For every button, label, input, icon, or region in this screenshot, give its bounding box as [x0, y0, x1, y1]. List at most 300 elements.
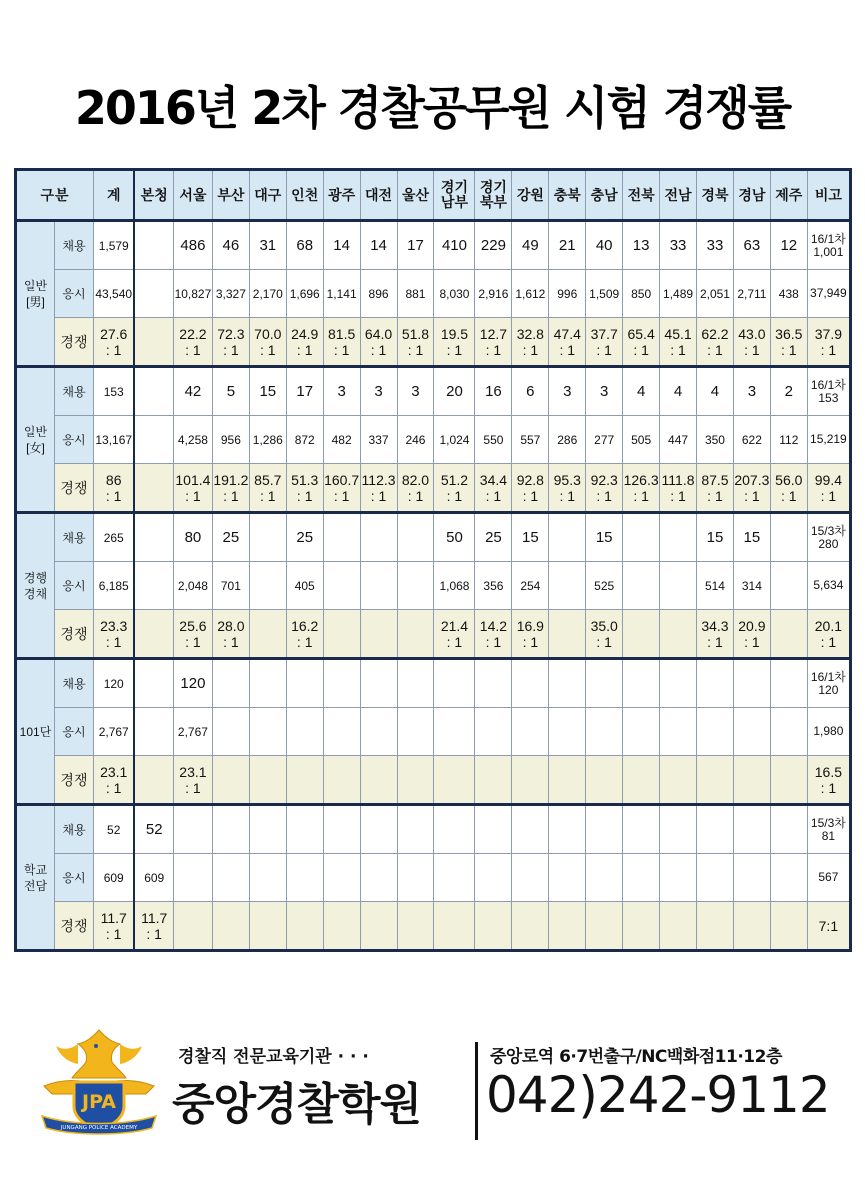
value-cell — [770, 610, 807, 659]
group-label: 경행 경채 — [16, 513, 55, 659]
value-cell: 956 — [212, 416, 249, 464]
value-cell: 101.4 : 1 — [173, 464, 212, 513]
row-label: 채용 — [54, 513, 93, 562]
value-cell — [697, 854, 734, 902]
group-label: 101단 — [16, 659, 55, 805]
value-cell: 191.2 : 1 — [212, 464, 249, 513]
value-cell — [697, 708, 734, 756]
value-cell: 550 — [475, 416, 512, 464]
total-cell: 6,185 — [93, 562, 134, 610]
value-cell — [733, 902, 770, 951]
value-cell: 14.2 : 1 — [475, 610, 512, 659]
note-cell: 37,949 — [807, 270, 850, 318]
value-cell — [586, 854, 623, 902]
value-cell — [323, 708, 360, 756]
competition-table — [14, 168, 852, 952]
value-cell: 31 — [249, 221, 286, 270]
value-cell: 701 — [212, 562, 249, 610]
value-cell: 56.0 : 1 — [770, 464, 807, 513]
value-cell: 25 — [212, 513, 249, 562]
value-cell: 1,141 — [323, 270, 360, 318]
page-title: 2016년 2차 경찰공무원 시험 경쟁률 — [74, 81, 791, 135]
total-cell: 153 — [93, 367, 134, 416]
value-cell — [323, 659, 360, 708]
value-cell: 557 — [512, 416, 549, 464]
value-cell — [586, 659, 623, 708]
value-cell — [249, 756, 286, 805]
value-cell — [623, 513, 660, 562]
value-cell: 52 — [134, 805, 173, 854]
value-cell — [134, 610, 173, 659]
value-cell — [586, 902, 623, 951]
column-header: 경북 — [697, 170, 734, 221]
value-cell — [475, 854, 512, 902]
value-cell — [770, 756, 807, 805]
value-cell — [549, 659, 586, 708]
note-cell: 15/3차 81 — [807, 805, 850, 854]
value-cell: 10,827 — [173, 270, 212, 318]
value-cell — [397, 854, 434, 902]
value-cell: 3 — [397, 367, 434, 416]
value-cell: 23.1 : 1 — [173, 756, 212, 805]
table-row — [16, 221, 851, 270]
value-cell — [249, 902, 286, 951]
value-cell — [212, 805, 249, 854]
value-cell: 229 — [475, 221, 512, 270]
value-cell: 20.9 : 1 — [733, 610, 770, 659]
value-cell: 11.7 : 1 — [134, 902, 173, 951]
footer — [0, 1020, 865, 1140]
column-header: 대전 — [360, 170, 397, 221]
group-label: 일반 [男] — [16, 221, 55, 367]
note-cell: 15/3차 280 — [807, 513, 850, 562]
value-cell: 350 — [697, 416, 734, 464]
table-row — [16, 318, 851, 367]
value-cell — [475, 756, 512, 805]
value-cell: 65.4 : 1 — [623, 318, 660, 367]
value-cell — [286, 708, 323, 756]
value-cell — [623, 708, 660, 756]
column-header: 부산 — [212, 170, 249, 221]
value-cell — [697, 756, 734, 805]
row-label: 응시 — [54, 854, 93, 902]
value-cell: 15 — [586, 513, 623, 562]
value-cell — [623, 854, 660, 902]
value-cell — [512, 756, 549, 805]
value-cell: 42 — [173, 367, 212, 416]
value-cell: 25 — [286, 513, 323, 562]
value-cell — [360, 610, 397, 659]
value-cell: 1,696 — [286, 270, 323, 318]
total-cell: 86 : 1 — [93, 464, 134, 513]
value-cell — [770, 513, 807, 562]
value-cell: 2,711 — [733, 270, 770, 318]
value-cell: 51.8 : 1 — [397, 318, 434, 367]
value-cell — [549, 513, 586, 562]
value-cell: 34.4 : 1 — [475, 464, 512, 513]
value-cell: 1,024 — [434, 416, 475, 464]
value-cell — [360, 708, 397, 756]
row-label: 채용 — [54, 805, 93, 854]
value-cell: 62.2 : 1 — [697, 318, 734, 367]
total-cell: 2,767 — [93, 708, 134, 756]
total-cell: 43,540 — [93, 270, 134, 318]
value-cell: 4 — [660, 367, 697, 416]
value-cell: 87.5 : 1 — [697, 464, 734, 513]
value-cell — [434, 902, 475, 951]
value-cell — [660, 708, 697, 756]
value-cell: 505 — [623, 416, 660, 464]
table-row — [16, 513, 851, 562]
row-label: 채용 — [54, 659, 93, 708]
note-cell: 37.9 : 1 — [807, 318, 850, 367]
value-cell: 2,048 — [173, 562, 212, 610]
note-cell: 567 — [807, 854, 850, 902]
value-cell: 21 — [549, 221, 586, 270]
value-cell: 3 — [323, 367, 360, 416]
value-cell: 126.3 : 1 — [623, 464, 660, 513]
value-cell: 14 — [360, 221, 397, 270]
column-header: 제주 — [770, 170, 807, 221]
value-cell — [134, 367, 173, 416]
value-cell — [733, 708, 770, 756]
total-cell: 120 — [93, 659, 134, 708]
value-cell: 112 — [770, 416, 807, 464]
value-cell — [397, 513, 434, 562]
value-cell — [770, 659, 807, 708]
value-cell — [134, 416, 173, 464]
value-cell: 1,489 — [660, 270, 697, 318]
value-cell — [549, 902, 586, 951]
value-cell — [697, 659, 734, 708]
value-cell — [397, 659, 434, 708]
value-cell: 37.7 : 1 — [586, 318, 623, 367]
value-cell — [660, 902, 697, 951]
value-cell: 482 — [323, 416, 360, 464]
value-cell — [586, 708, 623, 756]
value-cell: 16 — [475, 367, 512, 416]
value-cell — [770, 562, 807, 610]
value-cell — [249, 805, 286, 854]
value-cell — [549, 562, 586, 610]
value-cell — [212, 708, 249, 756]
value-cell — [173, 805, 212, 854]
column-header: 경기 남부 — [434, 170, 475, 221]
value-cell: 32.8 : 1 — [512, 318, 549, 367]
value-cell — [397, 610, 434, 659]
note-cell: 7:1 — [807, 902, 850, 951]
column-header: 계 — [93, 170, 134, 221]
value-cell — [697, 805, 734, 854]
column-header: 경남 — [733, 170, 770, 221]
value-cell: 36.5 : 1 — [770, 318, 807, 367]
value-cell: 15 — [733, 513, 770, 562]
total-cell: 11.7 : 1 — [93, 902, 134, 951]
value-cell — [323, 610, 360, 659]
value-cell — [660, 805, 697, 854]
value-cell — [360, 854, 397, 902]
value-cell: 92.3 : 1 — [586, 464, 623, 513]
value-cell: 447 — [660, 416, 697, 464]
value-cell — [249, 562, 286, 610]
value-cell: 34.3 : 1 — [697, 610, 734, 659]
phone-number: 042)242-9112 — [486, 1066, 830, 1124]
value-cell: 25 — [475, 513, 512, 562]
value-cell: 16.2 : 1 — [286, 610, 323, 659]
value-cell: 17 — [397, 221, 434, 270]
academy-logo — [34, 1028, 164, 1140]
value-cell — [173, 902, 212, 951]
value-cell — [475, 805, 512, 854]
value-cell — [660, 756, 697, 805]
value-cell: 95.3 : 1 — [549, 464, 586, 513]
table-row — [16, 562, 851, 610]
column-header: 광주 — [323, 170, 360, 221]
value-cell: 1,286 — [249, 416, 286, 464]
value-cell — [512, 805, 549, 854]
brand-name: 중앙경찰학원 — [172, 1079, 422, 1130]
row-label: 응시 — [54, 562, 93, 610]
row-label: 응시 — [54, 416, 93, 464]
value-cell — [360, 902, 397, 951]
footer-divider — [475, 1042, 478, 1140]
note-cell: 20.1 : 1 — [807, 610, 850, 659]
value-cell — [286, 659, 323, 708]
value-cell: 1,509 — [586, 270, 623, 318]
value-cell: 50 — [434, 513, 475, 562]
value-cell — [134, 318, 173, 367]
value-cell: 40 — [586, 221, 623, 270]
value-cell: 2,767 — [173, 708, 212, 756]
total-cell: 23.1 : 1 — [93, 756, 134, 805]
value-cell: 13 — [623, 221, 660, 270]
value-cell: 17 — [286, 367, 323, 416]
logo-text: JPA — [82, 1091, 116, 1113]
total-cell: 609 — [93, 854, 134, 902]
value-cell — [360, 756, 397, 805]
table-row — [16, 902, 851, 951]
note-cell: 16/1차 1,001 — [807, 221, 850, 270]
row-label: 경쟁 — [54, 902, 93, 951]
table-row — [16, 659, 851, 708]
value-cell: 4 — [623, 367, 660, 416]
value-cell — [733, 756, 770, 805]
value-cell — [212, 756, 249, 805]
value-cell — [770, 854, 807, 902]
note-cell: 16/1차 120 — [807, 659, 850, 708]
column-header: 전북 — [623, 170, 660, 221]
value-cell: 46 — [212, 221, 249, 270]
value-cell — [397, 708, 434, 756]
address: 중앙로역 6·7번출구/NC백화점11·12층 — [490, 1047, 782, 1067]
value-cell: 47.4 : 1 — [549, 318, 586, 367]
value-cell: 20 — [434, 367, 475, 416]
value-cell: 1,068 — [434, 562, 475, 610]
value-cell: 514 — [697, 562, 734, 610]
value-cell: 405 — [286, 562, 323, 610]
value-cell: 120 — [173, 659, 212, 708]
value-cell: 68 — [286, 221, 323, 270]
value-cell: 881 — [397, 270, 434, 318]
row-label: 경쟁 — [54, 610, 93, 659]
value-cell — [586, 805, 623, 854]
value-cell: 4 — [697, 367, 734, 416]
value-cell — [173, 854, 212, 902]
value-cell — [475, 708, 512, 756]
table-row — [16, 854, 851, 902]
note-cell: 16/1차 153 — [807, 367, 850, 416]
value-cell — [549, 756, 586, 805]
value-cell — [286, 902, 323, 951]
value-cell — [360, 659, 397, 708]
row-label: 경쟁 — [54, 318, 93, 367]
value-cell: 160.7 : 1 — [323, 464, 360, 513]
note-cell: 1,980 — [807, 708, 850, 756]
value-cell: 35.0 : 1 — [586, 610, 623, 659]
value-cell: 3 — [549, 367, 586, 416]
value-cell: 85.7 : 1 — [249, 464, 286, 513]
value-cell: 410 — [434, 221, 475, 270]
column-header: 강원 — [512, 170, 549, 221]
value-cell: 2,916 — [475, 270, 512, 318]
value-cell — [249, 513, 286, 562]
value-cell: 850 — [623, 270, 660, 318]
value-cell — [434, 805, 475, 854]
value-cell: 51.2 : 1 — [434, 464, 475, 513]
value-cell — [434, 659, 475, 708]
value-cell — [360, 805, 397, 854]
group-label: 일반 [女] — [16, 367, 55, 513]
value-cell: 609 — [134, 854, 173, 902]
value-cell — [549, 610, 586, 659]
value-cell: 33 — [660, 221, 697, 270]
value-cell — [549, 805, 586, 854]
value-cell — [134, 562, 173, 610]
value-cell — [733, 659, 770, 708]
table-row — [16, 464, 851, 513]
value-cell — [623, 902, 660, 951]
value-cell: 43.0 : 1 — [733, 318, 770, 367]
value-cell — [512, 854, 549, 902]
value-cell: 25.6 : 1 — [173, 610, 212, 659]
column-header: 구분 — [16, 170, 94, 221]
value-cell — [397, 756, 434, 805]
value-cell: 207.3 : 1 — [733, 464, 770, 513]
value-cell — [360, 513, 397, 562]
tagline: 경찰직 전문교육기관 · · · — [178, 1047, 369, 1067]
value-cell — [134, 513, 173, 562]
value-cell: 14 — [323, 221, 360, 270]
value-cell: 996 — [549, 270, 586, 318]
value-cell: 45.1 : 1 — [660, 318, 697, 367]
value-cell: 896 — [360, 270, 397, 318]
value-cell — [360, 562, 397, 610]
value-cell: 92.8 : 1 — [512, 464, 549, 513]
value-cell: 2,170 — [249, 270, 286, 318]
value-cell — [623, 756, 660, 805]
row-label: 경쟁 — [54, 464, 93, 513]
value-cell: 80 — [173, 513, 212, 562]
logo-subtext: JUNGANG POLICE ACADEMY — [60, 1125, 138, 1131]
value-cell — [512, 902, 549, 951]
value-cell: 82.0 : 1 — [397, 464, 434, 513]
value-cell: 6 — [512, 367, 549, 416]
table-header-row — [16, 170, 851, 221]
value-cell: 1,612 — [512, 270, 549, 318]
value-cell: 16.9 : 1 — [512, 610, 549, 659]
value-cell — [549, 854, 586, 902]
value-cell — [733, 805, 770, 854]
row-label: 응시 — [54, 708, 93, 756]
group-label: 학교 전담 — [16, 805, 55, 951]
value-cell — [323, 756, 360, 805]
note-cell: 15,219 — [807, 416, 850, 464]
value-cell: 33 — [697, 221, 734, 270]
row-label: 경쟁 — [54, 756, 93, 805]
value-cell: 111.8 : 1 — [660, 464, 697, 513]
value-cell — [134, 221, 173, 270]
value-cell — [434, 854, 475, 902]
value-cell — [323, 902, 360, 951]
value-cell: 286 — [549, 416, 586, 464]
column-header: 울산 — [397, 170, 434, 221]
total-cell: 27.6 : 1 — [93, 318, 134, 367]
row-label: 채용 — [54, 367, 93, 416]
value-cell — [770, 902, 807, 951]
value-cell: 12.7 : 1 — [475, 318, 512, 367]
value-cell — [397, 562, 434, 610]
value-cell — [323, 805, 360, 854]
value-cell — [660, 562, 697, 610]
value-cell — [134, 659, 173, 708]
value-cell — [212, 659, 249, 708]
total-cell: 52 — [93, 805, 134, 854]
value-cell — [660, 513, 697, 562]
column-header: 인천 — [286, 170, 323, 221]
value-cell: 5 — [212, 367, 249, 416]
value-cell — [623, 805, 660, 854]
value-cell: 622 — [733, 416, 770, 464]
value-cell: 22.2 : 1 — [173, 318, 212, 367]
value-cell: 337 — [360, 416, 397, 464]
value-cell: 15 — [512, 513, 549, 562]
value-cell — [212, 902, 249, 951]
value-cell — [512, 659, 549, 708]
value-cell — [286, 805, 323, 854]
total-cell: 265 — [93, 513, 134, 562]
table-row — [16, 708, 851, 756]
value-cell: 64.0 : 1 — [360, 318, 397, 367]
value-cell — [770, 805, 807, 854]
table-row — [16, 367, 851, 416]
value-cell — [397, 805, 434, 854]
value-cell — [134, 756, 173, 805]
note-cell: 99.4 : 1 — [807, 464, 850, 513]
total-cell: 13,167 — [93, 416, 134, 464]
value-cell: 19.5 : 1 — [434, 318, 475, 367]
value-cell: 24.9 : 1 — [286, 318, 323, 367]
value-cell — [434, 756, 475, 805]
value-cell: 872 — [286, 416, 323, 464]
value-cell: 49 — [512, 221, 549, 270]
value-cell: 3 — [586, 367, 623, 416]
value-cell — [134, 708, 173, 756]
value-cell — [249, 708, 286, 756]
value-cell — [623, 562, 660, 610]
column-header: 충남 — [586, 170, 623, 221]
value-cell: 486 — [173, 221, 212, 270]
value-cell: 51.3 : 1 — [286, 464, 323, 513]
